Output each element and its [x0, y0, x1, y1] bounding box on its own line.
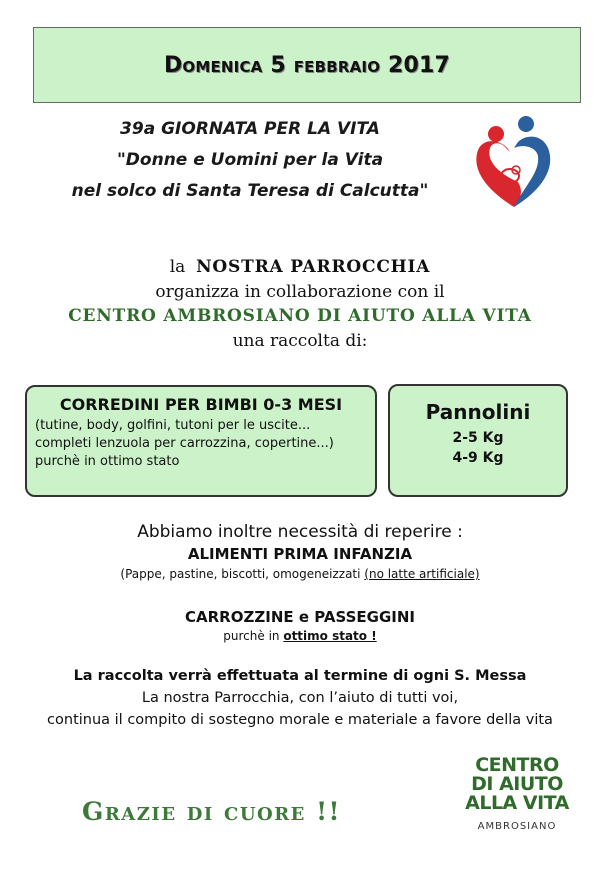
pannolini-box	[388, 384, 568, 497]
corredini-desc-line1: (tutine, body, golfini, tutoni per le uscite...	[35, 418, 311, 433]
parish-name: NOSTRA PARROCCHIA	[196, 257, 431, 277]
thanks-text: Grazie di cuore !!	[82, 797, 342, 826]
corredini-desc-line3: purchè in ottimo stato	[35, 454, 180, 469]
needs-intro: Abbiamo inoltre necessità di reperire :	[137, 522, 463, 542]
cav-logo-line3: ALLA VITA	[465, 792, 569, 814]
intro-line2: organizza in collaborazione con il	[155, 282, 445, 302]
cav-logo	[462, 756, 572, 846]
strollers-cond: ottimo stato !	[283, 629, 377, 643]
corredini-desc-line2: completi lenzuola per carrozzina, copertine...)	[35, 436, 334, 451]
closing-line3: continua il compito di sostegno morale e materiale a favore della vita	[47, 712, 553, 728]
corredini-box	[25, 385, 377, 497]
corredini-title: CORREDINI PER BIMBI 0-3 MESI	[59, 395, 343, 414]
event-title: 39a GIORNATA PER LA VITA	[120, 119, 380, 139]
intro-line1	[0, 257, 600, 277]
corredini-description	[35, 417, 367, 471]
pannolini-title: Pannolini	[425, 400, 531, 424]
event-theme-line2: nel solco di Santa Teresa di Calcutta"	[71, 181, 429, 201]
food-note: (no latte artificiale)	[364, 567, 480, 581]
strollers-condition	[0, 629, 600, 643]
food-description	[0, 567, 600, 581]
family-heart-logo-icon	[470, 112, 558, 212]
pannolini-size-2: 4-9 Kg	[452, 450, 504, 466]
food-desc-text: (Pappe, pastine, biscotti, omogeneizzati	[120, 567, 365, 581]
event-date: Domenica 5 febbraio 2017	[163, 52, 451, 78]
cav-logo-sub: AMBROSIANO	[477, 821, 557, 832]
strollers-title: CARROZZINE e PASSEGGINI	[185, 608, 415, 626]
cav-logo-line2: DI AIUTO	[471, 773, 563, 795]
closing-line2: La nostra Parrocchia, con l’aiuto di tutti voi,	[141, 690, 459, 706]
event-theme-line1: "Donne e Uomini per la Vita	[116, 150, 384, 170]
intro-prefix: la	[169, 257, 186, 277]
intro-line4: una raccolta di:	[232, 331, 368, 351]
strollers-prefix: purchè in	[223, 629, 284, 643]
food-title: ALIMENTI PRIMA INFANZIA	[187, 545, 413, 563]
date-banner	[33, 27, 581, 103]
event-title-block	[40, 114, 460, 207]
closing-bold: La raccolta verrà effettuata al termine di ogni S. Messa	[73, 668, 527, 684]
pannolini-size-1: 2-5 Kg	[452, 430, 504, 446]
centro-ambrosiano-name: CENTRO AMBROSIANO DI AIUTO ALLA VITA	[68, 306, 532, 326]
cav-logo-line1: CENTRO	[475, 754, 559, 776]
